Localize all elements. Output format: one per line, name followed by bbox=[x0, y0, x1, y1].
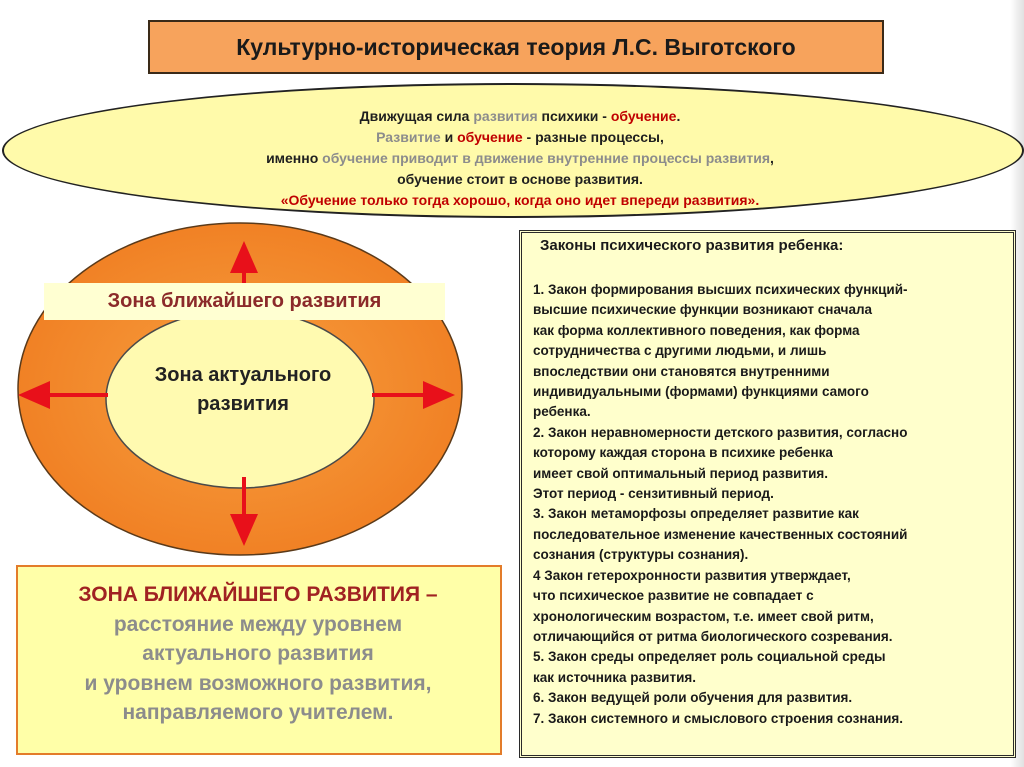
law-line: 3. Закон метаморфозы определяет развитие как bbox=[533, 506, 859, 522]
definition-text bbox=[18, 580, 498, 728]
principles-text-run: обучение приводит в движение внутренние процессы развития bbox=[322, 150, 771, 166]
inner-zone-label bbox=[108, 361, 378, 419]
principles-text bbox=[150, 106, 890, 211]
law-line: индивидуальными (формами) функциями самого bbox=[533, 384, 869, 400]
law-line: сотрудничества с другими людьми, и лишь bbox=[533, 343, 827, 359]
principles-text-run: обучение bbox=[610, 108, 677, 124]
law-line: хронологическим возрастом, т.е. имеет свой ритм, bbox=[533, 608, 874, 624]
principles-line-3 bbox=[150, 148, 890, 169]
law-line: которому каждая сторона в психике ребенка bbox=[533, 445, 833, 461]
law-line: имеет свой оптимальный период развития. bbox=[533, 465, 829, 481]
principles-text-run: . bbox=[676, 108, 681, 124]
law-line: 6. Закон ведущей роли обучения для развития. bbox=[533, 690, 853, 706]
slide-title: Культурно-историческая теория Л.С. Выготского bbox=[148, 20, 884, 74]
definition-line-3: и уровнем возможного развития, bbox=[84, 671, 432, 695]
law-line: последовательное изменение качественных состояний bbox=[533, 526, 908, 542]
principles-text-run: Движущая сила bbox=[359, 108, 474, 124]
law-line: впоследствии они становятся внутренними bbox=[533, 363, 830, 379]
principles-text-run: именно bbox=[266, 150, 323, 166]
inner-zone-label-line-2: развития bbox=[197, 393, 289, 415]
principles-line-1 bbox=[150, 106, 890, 127]
law-line: 4 Закон гетерохронности развития утверждает, bbox=[533, 567, 851, 583]
law-line: 2. Закон неравномерности детского развития, согласно bbox=[533, 424, 908, 440]
principles-text-run: психики - bbox=[537, 108, 611, 124]
definition-line-4: направляемого учителем. bbox=[122, 701, 394, 724]
definition-heading: ЗОНА БЛИЖАЙШЕГО РАЗВИТИЯ – bbox=[78, 583, 438, 606]
principles-text-run: обучение bbox=[457, 129, 523, 145]
outer-zone-label: Зона ближайшего развития bbox=[44, 283, 445, 320]
definition-line-2: актуального развития bbox=[142, 642, 374, 665]
principles-line-4: обучение стоит в основе развития. bbox=[397, 171, 643, 187]
law-line: сознания (структуры сознания). bbox=[533, 547, 749, 563]
principles-text-run: Развитие bbox=[376, 129, 441, 145]
law-line: как форма коллективного поведения, как форма bbox=[533, 322, 860, 338]
law-line: 7. Закон системного и смыслового строения сознания. bbox=[533, 710, 904, 726]
inner-zone-label-line-1: Зона актуального bbox=[154, 364, 332, 386]
law-line: 1. Закон формирования высших психических функций- bbox=[533, 282, 908, 297]
law-line: высшие психические функции возникают сначала bbox=[533, 302, 873, 318]
law-line: ребенка. bbox=[533, 404, 591, 420]
law-line: что психическое развитие не совпадает с bbox=[533, 588, 814, 604]
laws-title: Законы психического развития ребенка: bbox=[540, 237, 844, 254]
principles-line-2 bbox=[150, 127, 890, 148]
principles-text-run: развития bbox=[473, 108, 538, 124]
law-line: отличающийся от ритма биологического созревания. bbox=[533, 628, 893, 644]
law-line: как источника развития. bbox=[533, 669, 696, 685]
principles-text-run: - разные процессы, bbox=[522, 129, 664, 145]
definition-line-1: расстояние между уровнем bbox=[113, 612, 403, 636]
laws-list bbox=[533, 280, 1013, 729]
principles-text-run: и bbox=[440, 129, 458, 145]
law-line: 5. Закон среды определяет роль социальной среды bbox=[533, 649, 886, 665]
principles-text-run: , bbox=[770, 150, 774, 166]
law-line: Этот период - сензитивный период. bbox=[533, 486, 774, 502]
principles-line-5: «Обучение только тогда хорошо, когда оно идет впереди развития». bbox=[280, 192, 760, 208]
